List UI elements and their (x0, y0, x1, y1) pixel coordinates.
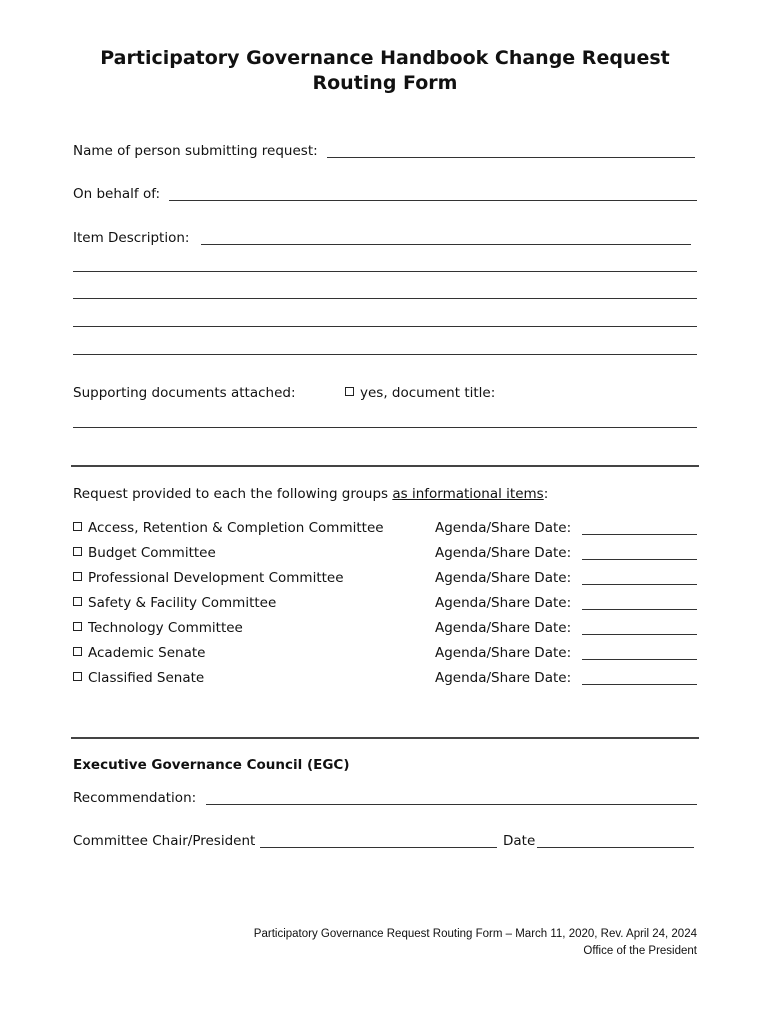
checkbox[interactable] (345, 387, 354, 396)
document-title-field[interactable] (73, 427, 697, 428)
checkbox[interactable] (73, 672, 82, 681)
item-description-line-4[interactable] (73, 326, 697, 327)
agenda-date-label: Agenda/Share Date: (435, 570, 572, 586)
checkbox[interactable] (73, 597, 82, 606)
committee-checkbox-item[interactable]: Access, Retention & Completion Committee (73, 519, 384, 537)
agenda-date-label: Agenda/Share Date: (435, 520, 572, 536)
name-label: Name of person submitting request: (73, 143, 318, 159)
checkbox[interactable] (73, 547, 82, 556)
egc-heading: Executive Governance Council (EGC) (73, 757, 350, 773)
section-divider (71, 737, 699, 739)
committee-checkbox-item[interactable]: Safety & Facility Committee (73, 594, 276, 612)
checkbox[interactable] (73, 572, 82, 581)
agenda-date-field[interactable] (582, 609, 697, 610)
committee-checkbox-item[interactable]: Professional Development Committee (73, 569, 344, 587)
behalf-label: On behalf of: (73, 186, 161, 202)
item-description-line-3[interactable] (73, 298, 697, 299)
agenda-date-field[interactable] (582, 584, 697, 585)
groups-intro: Request provided to each the following groups as informational items: (73, 486, 549, 502)
agenda-date-label: Agenda/Share Date: (435, 645, 572, 661)
chair-signature-field[interactable] (260, 847, 497, 848)
behalf-field[interactable] (169, 200, 697, 201)
committee-checkbox-item[interactable]: Classified Senate (73, 669, 204, 687)
supporting-docs-label: Supporting documents attached: (73, 385, 296, 401)
footer (254, 926, 697, 960)
agenda-date-field[interactable] (582, 534, 697, 535)
section-divider (71, 465, 699, 467)
checkbox[interactable] (73, 522, 82, 531)
agenda-date-label: Agenda/Share Date: (435, 545, 572, 561)
committee-checkbox-item[interactable]: Budget Committee (73, 544, 216, 562)
item-description-label: Item Description: (73, 230, 190, 246)
agenda-date-field[interactable] (582, 634, 697, 635)
agenda-date-field[interactable] (582, 559, 697, 560)
agenda-date-field[interactable] (582, 684, 697, 685)
agenda-date-field[interactable] (582, 659, 697, 660)
chair-label: Committee Chair/President (73, 833, 256, 849)
checkbox[interactable] (73, 647, 82, 656)
form-title-line-1: Participatory Governance Handbook Change Request (100, 47, 670, 69)
form-title-line-2: Routing Form (312, 72, 458, 94)
agenda-date-label: Agenda/Share Date: (435, 670, 572, 686)
supporting-docs-option-label: yes, document title: (360, 385, 496, 401)
agenda-date-label: Agenda/Share Date: (435, 620, 572, 636)
recommendation-label: Recommendation: (73, 790, 197, 806)
supporting-docs-option[interactable] (345, 384, 495, 402)
form-title (60, 46, 710, 96)
item-description-line-5[interactable] (73, 354, 697, 355)
date-label: Date (503, 833, 536, 849)
footer-line-1: Participatory Governance Request Routing Form – March 11, 2020, Rev. April 24, 2024 (253, 928, 697, 940)
recommendation-field[interactable] (206, 804, 697, 805)
name-field[interactable] (327, 157, 695, 158)
agenda-date-label: Agenda/Share Date: (435, 595, 572, 611)
date-field[interactable] (537, 847, 694, 848)
item-description-line-2[interactable] (73, 271, 697, 272)
committee-checkbox-item[interactable]: Academic Senate (73, 644, 206, 662)
item-description-field[interactable] (201, 244, 691, 245)
committee-checkbox-item[interactable]: Technology Committee (73, 619, 243, 637)
checkbox[interactable] (73, 622, 82, 631)
footer-line-2: Office of the President (583, 945, 697, 957)
